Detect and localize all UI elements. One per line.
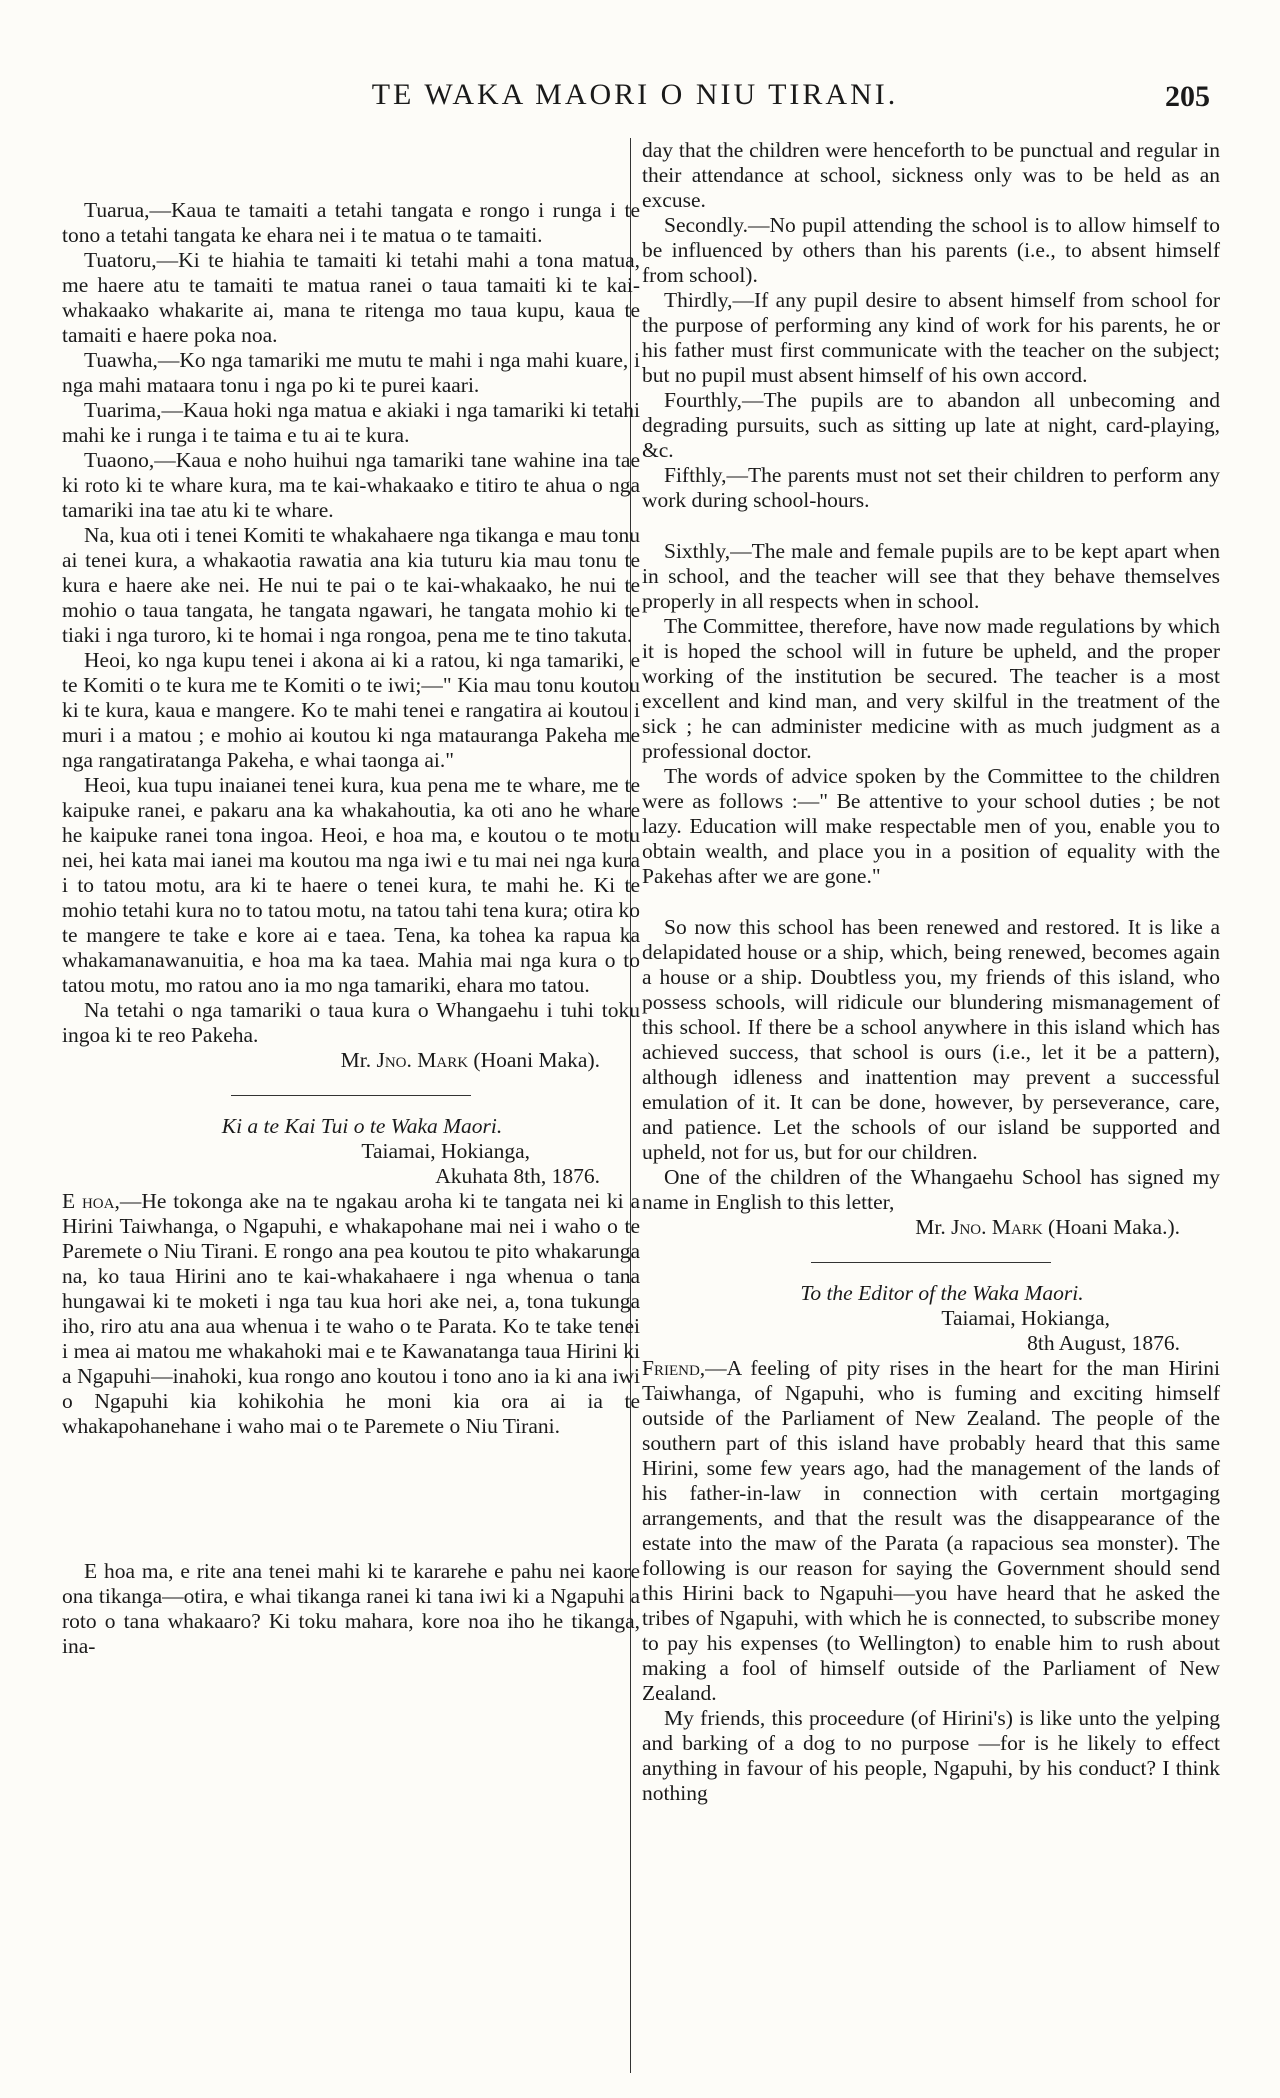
paragraph: day that the children were henceforth to be punctual and regular in their attendance at school, sickness only was to be held as an excuse. [642,138,1220,212]
signature-prefix: Mr. [915,1215,952,1239]
paragraph: Sixthly,—The male and female pupils are to be kept apart when in school, and the teacher will see that they behave themselves properly in all respects when in school. [642,539,1220,613]
paragraph: Thirdly,—If any pupil desire to absent himself from school for the purpose of performing any kind of work for his parents, he or his father must first communicate with the teacher on the subject; but no pupil must absent himself of his own accord. [642,288,1220,387]
section-rule [231,1095,471,1096]
paragraph: The Committee, therefore, have now made regulations by which it is hoped the school will in future be upheld, and the proper working of the institution be secured. The teacher is a most excellent and kind man, and very skilful in the treatment of the sick ; he can administer medicine with as much judgment as a professional doctor. [642,614,1220,763]
paragraph: E hoa ma, e rite ana tenei mahi ki te kararehe e pahu nei kaore ona tikanga—otira, e whai tikanga ranei ki tana iwi ki a Ngapuhi a roto o tana whakaaro? Ki toku mahara, kore noa iho he tikanga, ina- [62,1559,640,1658]
letter-place: Taiamai, Hokianga, [361,1139,530,1163]
paragraph: My friends, this proceedure (of Hirini's) is like unto the yelping and barking of a dog to no purpose —for is he likely to effect anything in favour of his people, Ngapuhi, by his conduct? I think nothing [642,1706,1220,1805]
page-header [60,78,1210,118]
section-rule [811,1262,1051,1263]
left-column [62,138,640,1659]
paragraph: Fifthly,—The parents must not set their children to perform any work during school-hours. [642,463,1220,512]
paragraph: Tuatoru,—Ki te hiahia te tamaiti ki tetahi mahi a tona matua, me haere atu te tamaiti te matua ranei o taua tamaiti ki te kai-whakaako whakarite ai, mana te ritenga mo taua kupu, kaua te tamaiti e haere poka noa. [62,248,640,347]
salutation: Friend, [642,1356,706,1380]
signature-name: Jno. Mark [376,1048,469,1072]
spacer [642,889,1220,915]
letter-place: Taiamai, Hokianga, [941,1306,1110,1330]
paragraph: Na tetahi o nga tamariki o taua kura o Whangaehu i tuhi toku ingoa ki te reo Pakeha. [62,998,640,1047]
signature-suffix: (Hoani Maka.). [1042,1215,1180,1239]
signature-suffix: (Hoani Maka). [468,1048,600,1072]
paragraph: Na, kua oti i tenei Komiti te whakahaere nga tikanga e mau tonu ai tenei kura, a whakaotia rawatia ana kia tuturu kia mau tonu te kura e haere ake nei. He nui te pai o te kai-whakaako, he nui te mohio o taua tangata, he tangata ngawari, he tangata mohio ki te tiaki i nga turoro, ki te homai i nga rongoa, pena me te tino takuta. [62,523,640,647]
page-number: 205 [1165,80,1210,113]
salutation: E hoa, [62,1189,120,1213]
paragraph: Secondly.—No pupil attending the school is to allow himself to be influenced by others than his parents (i.e., to absent himself from school). [642,213,1220,287]
signature [62,1048,640,1073]
spacer [642,513,1220,539]
paragraph: Tuarima,—Kaua hoki nga matua e akiaki i nga tamariki ki tetahi mahi ke i runga i te taima e tu ai te kura. [62,398,640,447]
signature-name: Jno. Mark [951,1215,1043,1239]
paragraph: Tuawha,—Ko nga tamariki me mutu te mahi i nga mahi kuare, i nga mahi mataara tonu i nga po ki te purei kaari. [62,348,640,397]
paragraph [642,1356,1220,1706]
paragraph: Tuaono,—Kaua e noho huihui nga tamariki tane wahine ina tae ki roto ki te whare kura, ma te kai-whakaako e titiro te ahua o nga tamariki ina tae atu ki te whare. [62,448,640,522]
spacer [62,1439,640,1559]
letter-heading: To the Editor of the Waka Maori. [800,1281,1084,1305]
signature [642,1215,1220,1240]
signature-prefix: Mr. [340,1048,377,1072]
letter-date: 8th August, 1876. [1027,1331,1180,1355]
letter-heading: Ki a te Kai Tui o te Waka Maori. [221,1114,503,1138]
paragraph: Tuarua,—Kaua te tamaiti a tetahi tangata e rongo i runga i te tono a tetahi tangata ke ehara nei i te matua o te tamaiti. [62,198,640,247]
top-spacer [62,138,640,198]
paragraph: Heoi, kua tupu inaianei tenei kura, kua pena me te whare, me te kaipuke ranei, e pakaru ana ka whakahoutia, ka oti ano he whare he kaipuke ranei tona ingoa. Heoi, e hoa ma, e koutou o te motu nei, hei kata mai ianei ma koutou ma nga iwi e tu mai nei nga kura i to tatou motu, ara ki te haere o tenei kura, te mahi he. Ki te mohio tetahi kura no to tatou motu, na tatou tahi tena kura; otira ko te mangere te take e kore ai e taea. Tena, ka tohea ka rapua ka whakamanawanuitia, e hoa ma ka taea. Mahia mai nga kura o to tatou motu, mo ratou ano ia mo nga tamariki, ehara mo tatou. [62,773,640,997]
letter-date: Akuhata 8th, 1876. [435,1164,600,1188]
right-column [642,138,1220,1806]
paragraph: So now this school has been renewed and restored. It is like a delapidated house or a ship, which, being renewed, becomes again a house or a ship. Doubtless you, my friends of this island, who possess schools, will ridicule our blundering mismanagement of this school. If there be a school anywhere in this island which has achieved success, that school is ours (i.e., let it be a pattern), although idleness and inattention may prevent a successful emulation of it. It can be done, however, by perseverance, care, and patience. Let the schools of our island be supported and upheld, not for us, but for our children. [642,915,1220,1164]
paragraph: Heoi, ko nga kupu tenei i akona ai ki a ratou, ki nga tamariki, e te Komiti o te kura me te Komiti o te iwi;—" Kia mau tonu koutou ki te kura, kaua e mangere. Ko te mahi tenei e rangatira ai koutou i muri i a matou ; e mohio ai koutou ki nga matauranga Pakeha me nga rangatiratanga Pakeha, e whai taonga ai." [62,648,640,772]
newspaper-title: TE WAKA MAORI O NIU TIRANI. [371,78,899,111]
paragraph-body: —He tokonga ake na te ngakau aroha ki te tangata nei ki a Hirini Taiwhanga, o Ngapuhi, e whakapohane mai nei i waho o te Paremete o Niu Tirani. E rongo ana pea koutou te pito whakarunga na, ko taua Hirini ano te kai-whakahaere i nga whenua o tana hungawai ki te moketi i nga tau kua hori ake nei, a, tona tukunga iho, riro atu ana aua whenua i te waho o te Parata. Ko te take tenei i mea ai matou me whakahoki mai e te Kawanatanga taua Hirini ki a Ngapuhi—inahoki, kua rongo ano koutou i tono ano ia ki ana iwi o Ngapuhi kia kohikohia he moni kia ora ai ia te whakapohanehane i waho mai o te Paremete o Niu Tirani. [62,1189,640,1438]
paragraph-body: —A feeling of pity rises in the heart for the man Hirini Taiwhanga, of Ngapuhi, who is fuming and exciting himself outside of the Parliament of New Zealand. The people of the southern part of this island have probably heard that this same Hirini, some few years ago, had the management of the lands of his father-in-law in connection with certain mortgaging arrangements, and that the result was the disappearance of the estate into the maw of the Parata (a rapacious sea monster). The following is our reason for saying the Government should send this Hirini back to Ngapuhi—you have heard that he asked the tribes of Ngapuhi, with which he is connected, to subscribe money to pay his expenses (to Wellington) to enable him to rush about making a fool of himself outside of the Parliament of New Zealand. [642,1356,1220,1705]
paragraph: One of the children of the Whangaehu School has signed my name in English to this letter, [642,1165,1220,1214]
paragraph: The words of advice spoken by the Committee to the children were as follows :—" Be attentive to your school duties ; be not lazy. Education will make respectable men of you, enable you to obtain wealth, and place you in a position of equality with the Pakehas after we are gone." [642,764,1220,888]
paragraph [62,1189,640,1439]
paragraph: Fourthly,—The pupils are to abandon all unbecoming and degrading pursuits, such as sitting up late at night, card-playing, &c. [642,388,1220,462]
